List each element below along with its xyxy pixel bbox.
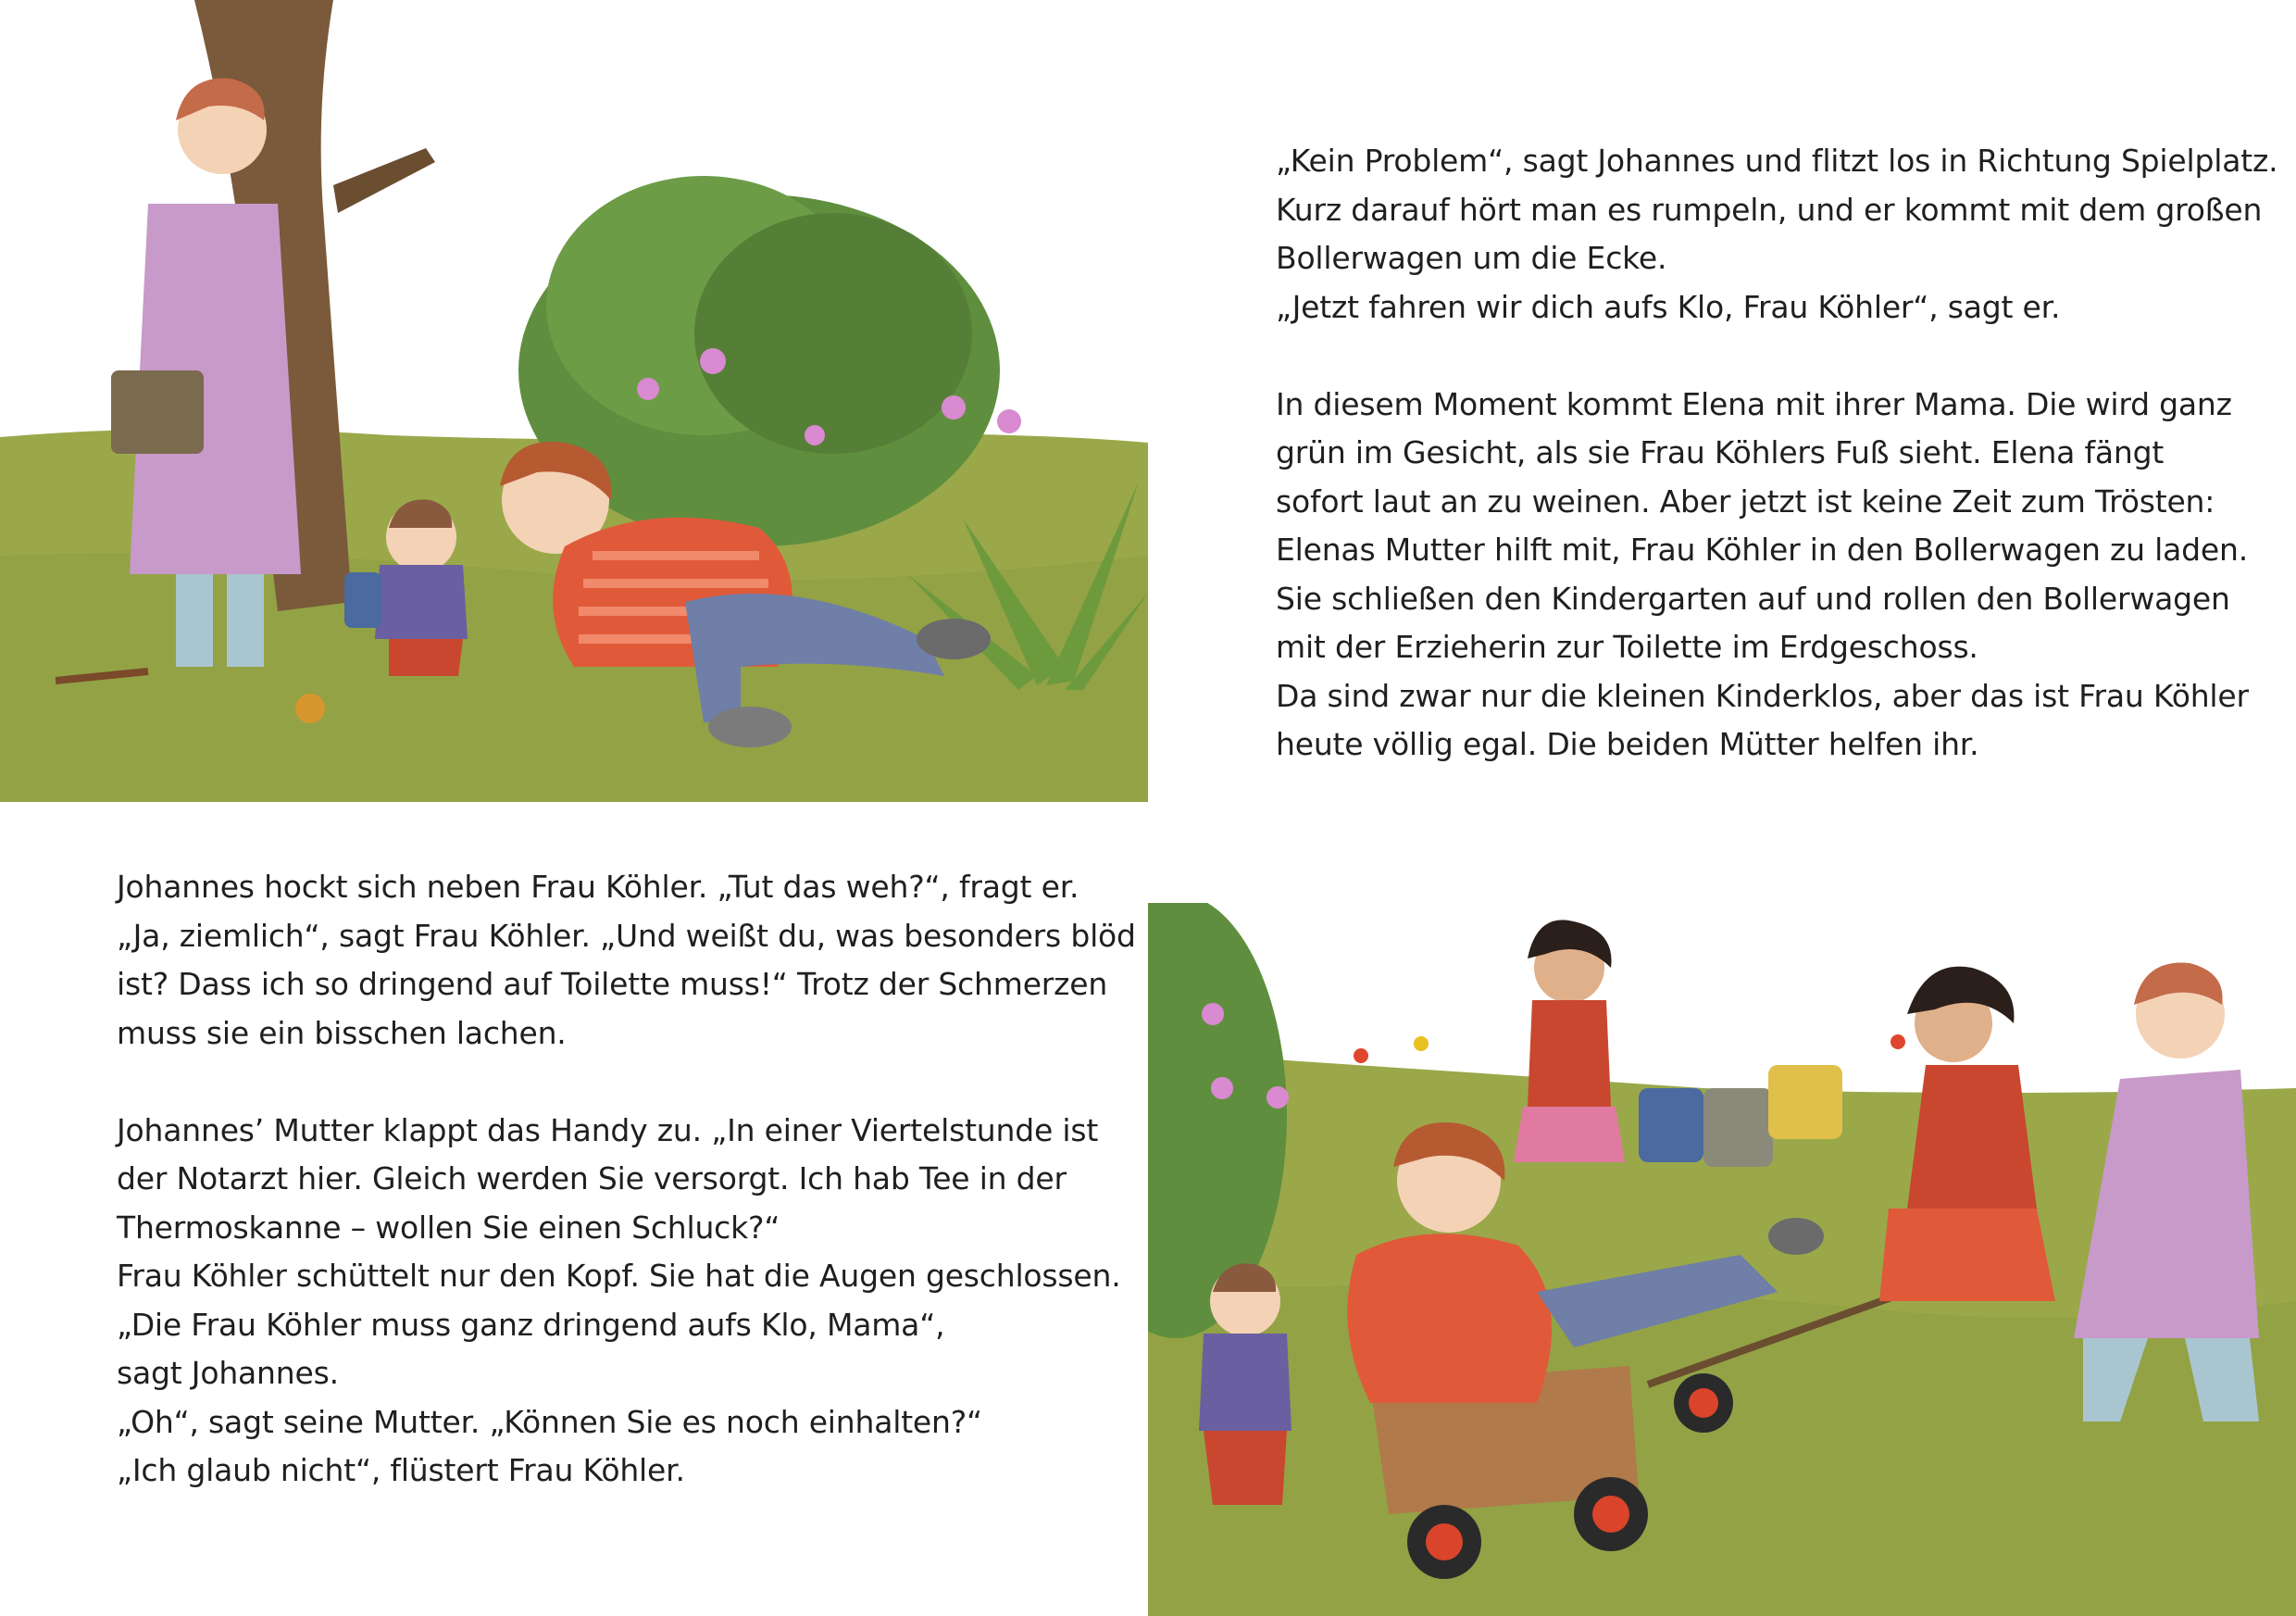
flower xyxy=(1890,1034,1905,1049)
text-line: mit der Erzieherin zur Toilette im Erdgeschoss. xyxy=(1276,629,1978,665)
text-line: der Notarzt hier. Gleich werden Sie versorgt. Ich hab Tee in der xyxy=(117,1160,1067,1196)
boy-pushing xyxy=(1199,1263,1292,1505)
text-line: „Oh“, sagt seine Mutter. „Können Sie es noch einhalten?“ xyxy=(117,1403,982,1440)
text-line: „Jetzt fahren wir dich aufs Klo, Frau Köhler“, sagt er. xyxy=(1276,288,2061,325)
text-line: „Die Frau Köhler muss ganz dringend aufs Klo, Mama“, xyxy=(117,1306,945,1343)
apple xyxy=(295,694,325,723)
text-block-left xyxy=(117,863,1136,1496)
bag-grey xyxy=(1703,1088,1773,1167)
bag-yellow xyxy=(1768,1065,1842,1139)
text-line: „Ja, ziemlich“, sagt Frau Köhler. „Und weißt du, was besonders blöd xyxy=(117,917,1136,954)
illustration-top-svg xyxy=(0,0,1148,802)
text-block-right xyxy=(1276,137,2278,770)
tree-branch xyxy=(333,148,435,213)
text-line: sofort laut an zu weinen. Aber jetzt ist keine Zeit zum Trösten: xyxy=(1276,482,2215,520)
text-line: heute völlig egal. Die beiden Mütter helfen ihr. xyxy=(1276,726,1979,762)
text-line: Sie schließen den Kindergarten auf und rollen den Bollerwagen xyxy=(1276,580,2230,617)
text-line: Elenas Mutter hilft mit, Frau Köhler in den Bollerwagen zu laden. xyxy=(1276,532,2249,568)
text-line: Thermoskanne – wollen Sie einen Schluck?“ xyxy=(117,1209,780,1246)
text-line: ist? Dass ich so dringend auf Toilette muss!“ Trotz der Schmerzen xyxy=(117,966,1108,1002)
flower xyxy=(1414,1036,1429,1051)
text-line: Frau Köhler schüttelt nur den Kopf. Sie hat die Augen geschlossen. xyxy=(117,1258,1121,1294)
illustration-top xyxy=(0,0,1148,802)
paragraph-gap xyxy=(1276,332,2257,381)
text-line: „Kein Problem“, sagt Johannes und flitzt los in Richtung Spielplatz. xyxy=(1276,143,2278,179)
illustration-bottom xyxy=(1148,903,2296,1616)
illustration-bottom-svg xyxy=(1148,903,2296,1616)
text-line: muss sie ein bisschen lachen. xyxy=(117,1014,567,1051)
bag-blue xyxy=(1639,1088,1703,1162)
flower xyxy=(1354,1048,1368,1063)
text-line: sagt Johannes. xyxy=(117,1355,339,1391)
text-line: Johannes’ Mutter klappt das Handy zu. „In einer Viertelstunde ist xyxy=(117,1111,1099,1148)
text-line: Bollerwagen um die Ecke. xyxy=(1276,240,1667,276)
girl-standing xyxy=(1514,920,1625,1162)
text-line: Da sind zwar nur die kleinen Kinderklos, aber das ist Frau Köhler xyxy=(1276,677,2249,714)
text-line: Johannes hockt sich neben Frau Köhler. „Tut das weh?“, fragt er. xyxy=(117,869,1079,905)
text-line: „Ich glaub nicht“, flüstert Frau Köhler. xyxy=(117,1452,685,1488)
text-line: In diesem Moment kommt Elena mit ihrer Mama. Die wird ganz xyxy=(1276,385,2232,422)
text-line: grün im Gesicht, als sie Frau Köhlers Fuß sieht. Elena fängt xyxy=(1276,434,2165,470)
text-line: Kurz darauf hört man es rumpeln, und er kommt mit dem großen xyxy=(1276,191,2263,228)
paragraph-gap xyxy=(117,1058,1042,1107)
